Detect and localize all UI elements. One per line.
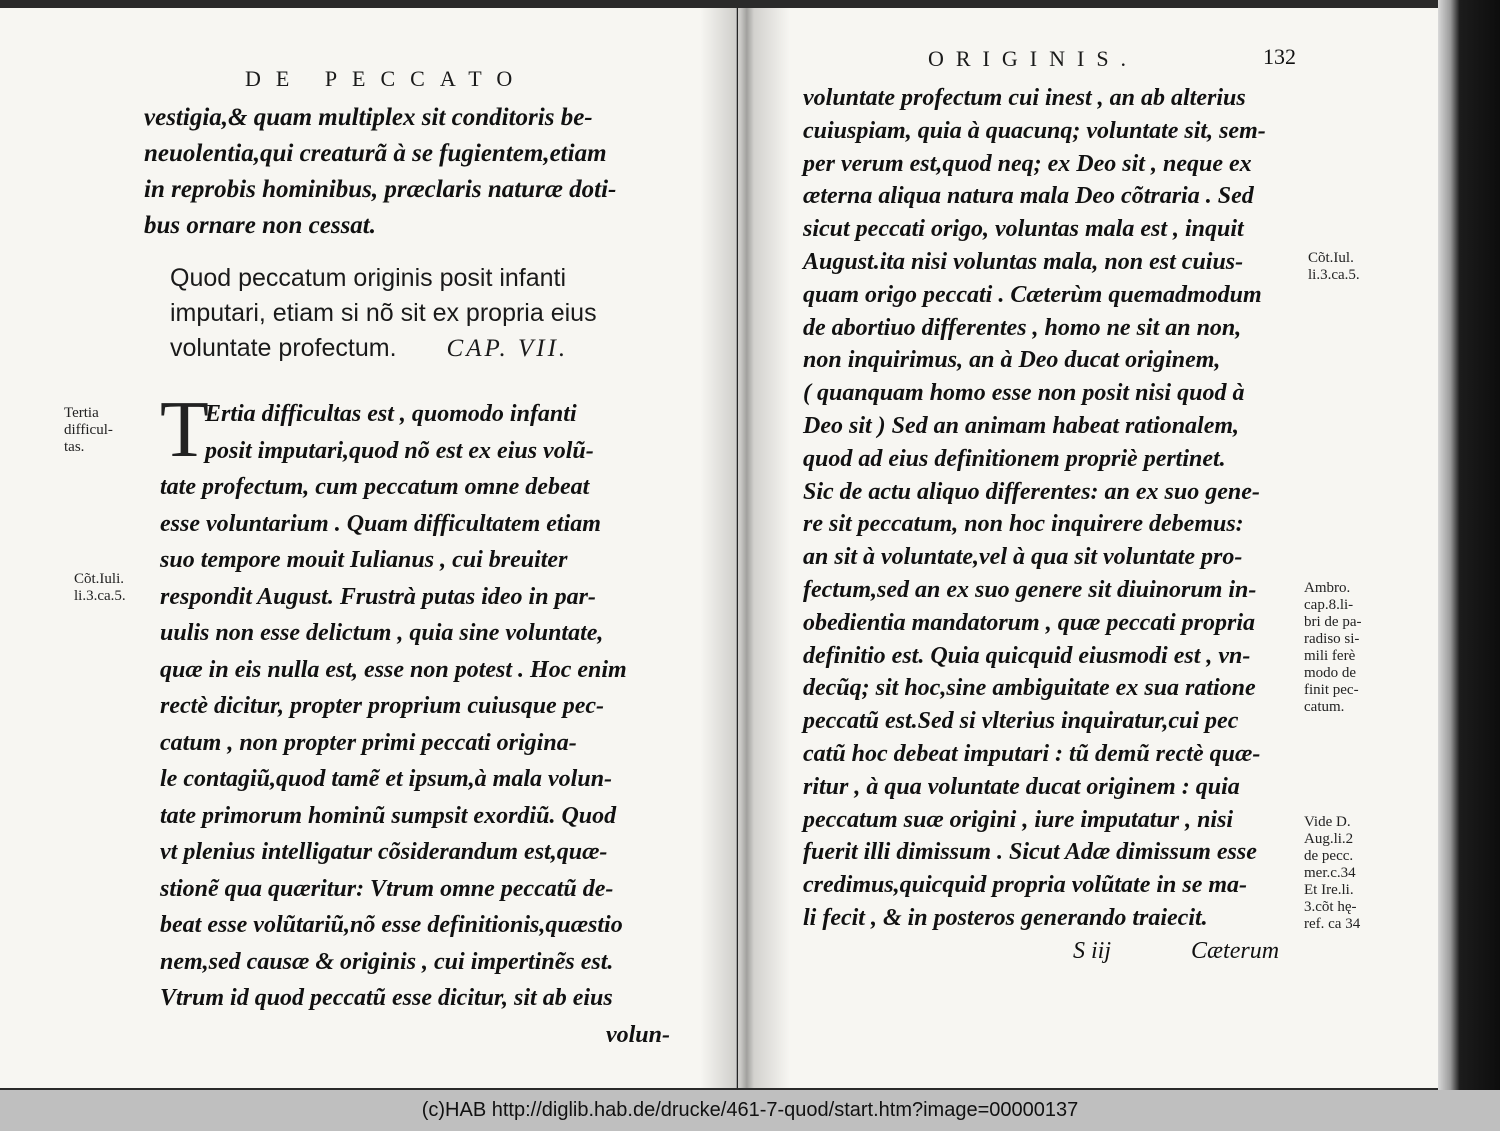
text-line: quæ in eis nulla est, esse non potest . Hoc enim	[160, 656, 627, 683]
margin-note	[1308, 250, 1360, 284]
margin-note-line: Vide D.	[1304, 814, 1351, 830]
text-line: decũq; sit hoc,sine ambiguitate ex sua ratione	[803, 675, 1256, 702]
text-line: posit imputari,quod nõ est ex eius volũ-	[205, 437, 594, 464]
text-line: fuerit illi dimissum . Sicut Adæ dimissum esse	[803, 839, 1257, 866]
margin-note-line: de pecc.	[1304, 848, 1354, 864]
left-body-text	[160, 386, 670, 1053]
margin-note	[1304, 814, 1360, 933]
left-running-head: DE PECCATO	[245, 66, 528, 91]
text-line: non inquirimus, an à Deo ducat originem,	[803, 347, 1221, 374]
margin-note-line: bri de pa-	[1304, 614, 1362, 630]
margin-note-line: modo de	[1304, 665, 1357, 681]
margin-note	[74, 571, 126, 605]
chapter-number: CAP. VII.	[446, 335, 569, 362]
right-body-text	[803, 82, 1293, 968]
text-line: quod ad eius definitionem propriè pertinet.	[803, 445, 1226, 472]
text-line: respondit August. Frustrà putas ideo in par-	[160, 583, 596, 610]
catchword: volun-	[605, 1021, 670, 1048]
text-line: catũ hoc debeat imputari : tũ demũ rectè quæ-	[803, 740, 1261, 767]
text-line: suo tempore mouit Iulianus , cui breuiter	[160, 547, 568, 573]
margin-note-line: catum.	[1304, 699, 1345, 715]
text-line: vestigia,& quam multiplex sit conditoris be-	[144, 104, 593, 131]
text-line: voluntate profectum cui inest , an ab alterius	[803, 85, 1246, 111]
margin-note-line: Ambro.	[1304, 580, 1351, 596]
text-line: tate primorum hominũ sumpsit exordiũ. Quod	[160, 802, 617, 829]
text-line: Sic de actu aliquo differentes: an ex suo gene-	[803, 478, 1260, 505]
book-edge	[1438, 0, 1500, 1090]
text-line: credimus,quicquid propria volũtate in se ma-	[803, 872, 1248, 899]
text-line: nem,sed causæ & originis , cui impertinẽs est.	[160, 948, 614, 975]
margin-note-line: difficul-	[64, 422, 113, 438]
text-line: rectè dicitur, propter proprium cuiusque pec-	[160, 693, 604, 719]
chapter-heading	[170, 261, 640, 366]
page-number: 132	[1263, 44, 1296, 69]
margin-note-line: finit pec-	[1304, 682, 1359, 698]
chapter-title-line	[170, 331, 640, 366]
margin-note-line: Cõt.Iuli.	[74, 571, 125, 587]
text-line: peccatum suæ origini , iure imputatur , nisi	[803, 806, 1234, 833]
text-line: beat esse volũtariũ,nõ esse definitionis,quæstio	[160, 912, 623, 938]
text-line: Vtrum id quod peccatũ esse dicitur, sit ab eius	[160, 985, 613, 1011]
text-line: stionẽ qua quæritur: Vtrum omne peccatũ de-	[160, 875, 614, 902]
margin-note	[64, 405, 113, 456]
margin-note-line: cap.8.li-	[1304, 597, 1354, 613]
text-line: bus ornare non cessat.	[144, 212, 376, 239]
chapter-title-line: Quod peccatum originis posit infanti	[170, 264, 567, 292]
text-line: August.ita nisi voluntas mala, non est cuius-	[803, 248, 1244, 275]
margin-note-line: li.3.ca.5.	[74, 588, 126, 604]
text-line: peccatũ est.Sed si vlterius inquiratur,cui pec	[803, 708, 1239, 735]
text-line: per verum est,quod neq; ex Deo sit , neque ex	[803, 150, 1252, 177]
text-line: obedientia mandatorum , quæ peccati propria	[803, 609, 1256, 636]
margin-note-line: Et Ire.li.	[1304, 882, 1354, 898]
margin-note-line: 3.cõt hę-	[1304, 899, 1357, 915]
text-line: fectum,sed an ex suo genere sit diuinorum in-	[803, 576, 1257, 603]
footer-credit-bar	[0, 1090, 1500, 1131]
left-top-paragraph	[144, 100, 644, 244]
left-page	[0, 8, 737, 1088]
margin-note-line: Cõt.Iul.	[1308, 250, 1354, 266]
margin-note-line: tas.	[64, 439, 85, 455]
right-running-head: ORIGINIS.	[928, 46, 1139, 71]
text-line: an sit à voluntate,vel à qua sit voluntate pro-	[803, 544, 1243, 571]
drop-capital: T	[160, 386, 209, 474]
margin-note-line: Aug.li.2	[1304, 831, 1354, 847]
text-line: tate profectum, cum peccatum omne debeat	[160, 474, 590, 500]
chapter-title-line: imputari, etiam si nõ sit ex propria eius	[170, 299, 597, 327]
signature-line	[803, 935, 1293, 968]
text-line: quam origo peccati . Cæterùm quemadmodum	[803, 281, 1262, 308]
text-line: vt plenius intelligatur cõsiderandum est,quæ-	[160, 839, 608, 865]
margin-note-line: Tertia	[64, 405, 99, 421]
text-line: æterna aliqua natura mala Deo cõtraria . Sed	[803, 183, 1254, 210]
margin-note-line: ref. ca 34	[1304, 916, 1361, 932]
text-line: sicut peccati origo, voluntas mala est , inquit	[803, 216, 1244, 243]
margin-note	[1304, 580, 1361, 716]
text-line: le contagiũ,quod tamẽ et ipsum,à mala volun-	[160, 766, 613, 792]
margin-note-line: mili ferè	[1304, 648, 1356, 664]
text-line: catum , non propter primi peccati origina-	[160, 729, 577, 756]
text-line: re sit peccatum, non hoc inquirere debemus:	[803, 511, 1244, 538]
credit-text: (c)HAB http://diglib.hab.de/drucke/461-7-quod/start.htm?image=00000137	[421, 1099, 1079, 1121]
text-line: ritur , à qua voluntate ducat originem : quia	[803, 773, 1240, 800]
text-line: neuolentia,qui creaturã à se fugientem,etiam	[144, 140, 607, 167]
text-line: definitio est. Quia quicquid eiusmodi est , vn-	[803, 642, 1251, 669]
margin-note-line: mer.c.34	[1304, 865, 1356, 881]
chapter-title-text: voluntate profectum.	[170, 334, 397, 362]
text-line: in reprobis hominibus, præclaris naturæ doti-	[144, 176, 617, 203]
text-line: ( quanquam homo esse non posit nisi quod à	[803, 380, 1245, 407]
text-line: Deo sit ) Sed an animam habeat rationalem,	[803, 412, 1240, 439]
text-line: de abortiuo differentes , homo ne sit an non,	[803, 314, 1242, 341]
text-line: li fecit , & in posteros generando traiecit.	[803, 904, 1208, 931]
text-line: esse voluntarium . Quam difficultatem etiam	[160, 510, 601, 537]
margin-note-line: li.3.ca.5.	[1308, 267, 1360, 283]
text-line: Ertia difficultas est , quomodo infanti	[205, 401, 577, 427]
catchword: Cæterum	[1191, 937, 1280, 964]
text-line: cuiuspiam, quia à quacunq; voluntate sit, sem-	[803, 117, 1266, 144]
signature-mark: S iij	[1073, 937, 1112, 964]
right-page	[738, 8, 1438, 1088]
margin-note-line: radiso si-	[1304, 631, 1360, 647]
text-line: uulis non esse delictum , quia sine voluntate,	[160, 620, 604, 646]
